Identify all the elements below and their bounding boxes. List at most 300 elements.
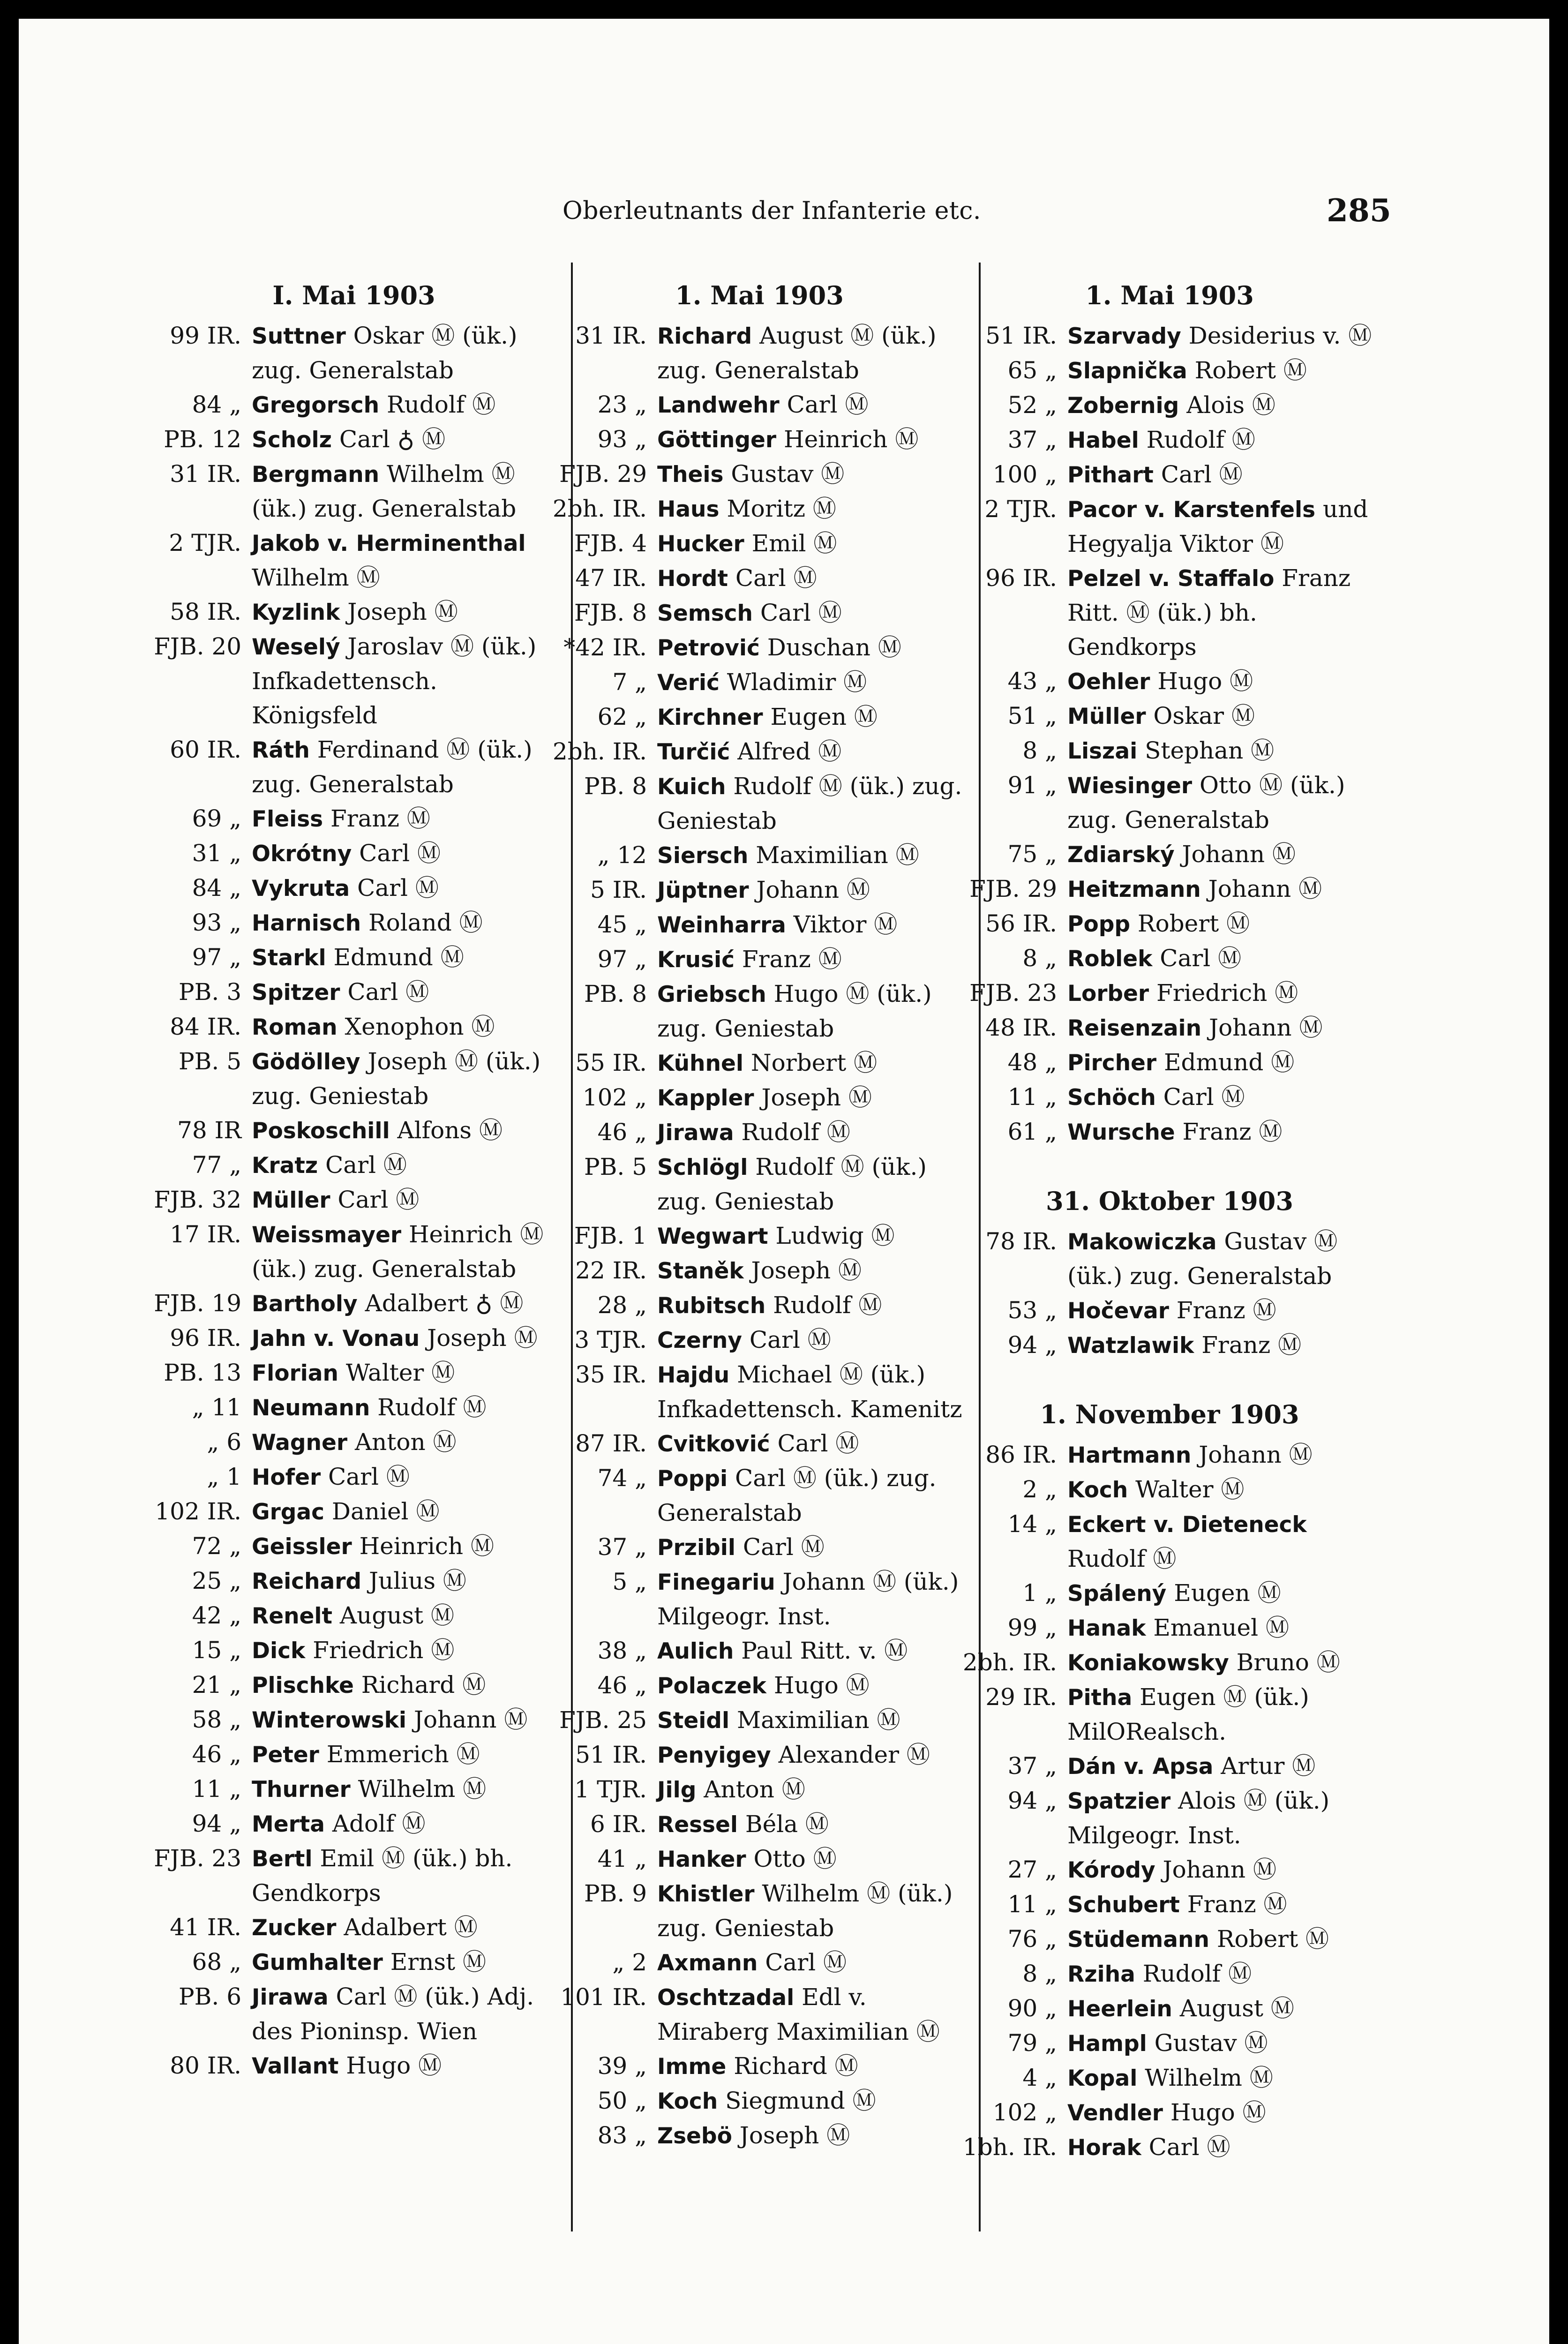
surname: Liszai — [1067, 738, 1138, 764]
entry-text — [1067, 1225, 1380, 1293]
entry-text — [657, 1668, 970, 1703]
given-name-and-notes: Emanuel Ⓜ — [1146, 1614, 1289, 1641]
given-name-and-notes: Johann Ⓜ (ük.) Milgeogr. Inst. — [657, 1568, 959, 1630]
entry-text — [252, 1564, 565, 1599]
unit-designation: 78 IR — [177, 1117, 241, 1144]
officer-entry — [959, 1957, 1380, 1991]
unit-designation: 15 „ — [192, 1637, 241, 1664]
entry-text — [657, 1946, 970, 1980]
unit-designation: 77 „ — [192, 1151, 241, 1179]
unit-designation: 94 „ — [192, 1810, 241, 1837]
officer-entry — [143, 1460, 565, 1495]
officer-entry — [548, 2084, 970, 2119]
entry-text — [252, 388, 565, 422]
officer-entry — [143, 1668, 565, 1703]
officer-entry — [548, 1427, 970, 1461]
given-name-and-notes: Wilhelm Ⓜ — [1137, 2064, 1273, 2091]
unit-designation: 99 IR. — [170, 322, 241, 349]
given-name-and-notes: und Hegyalja Viktor Ⓜ — [1067, 496, 1368, 557]
section-title: I. Mai 1903 — [272, 280, 435, 310]
given-name-and-notes: Carl Ⓜ — [340, 978, 429, 1006]
surname: Haus — [657, 496, 720, 522]
unit-designation: 14 „ — [1007, 1510, 1057, 1538]
entry-text — [1067, 907, 1380, 941]
unit-designation: 41 IR. — [170, 1914, 241, 1941]
officer-entry — [548, 977, 970, 1046]
entry-text — [1067, 1473, 1380, 1507]
officer-entry — [548, 596, 970, 631]
officer-entry — [959, 1645, 1380, 1680]
entry-text — [657, 1634, 970, 1668]
surname: Koch — [1067, 1477, 1128, 1503]
officer-entry — [548, 457, 970, 492]
officer-entry — [143, 595, 565, 630]
given-name-and-notes: Carl Ⓜ — [728, 564, 817, 592]
given-name-and-notes: Edmund Ⓜ — [1156, 1049, 1295, 1076]
unit-designation: 56 IR. — [985, 910, 1057, 937]
unit-designation: 25 „ — [192, 1567, 241, 1594]
given-name-and-notes: Johann Ⓜ — [406, 1706, 528, 1733]
surname: Zucker — [252, 1915, 337, 1941]
entry-text — [1067, 2061, 1380, 2096]
entry-text — [657, 1150, 970, 1219]
entry-text — [1067, 1438, 1380, 1473]
officer-entry — [548, 1150, 970, 1219]
officer-entry — [548, 1358, 970, 1427]
given-name-and-notes: Franz Ⓜ — [323, 805, 430, 832]
unit-designation: 93 „ — [597, 426, 647, 453]
given-name-and-notes: Xenophon Ⓜ — [337, 1013, 495, 1040]
entry-text — [1067, 768, 1380, 837]
entry-text — [657, 1773, 970, 1807]
officer-entry — [548, 908, 970, 942]
surname: Müller — [252, 1187, 330, 1213]
surname: Polaczek — [657, 1673, 766, 1699]
entry-text — [1067, 353, 1380, 388]
given-name-and-notes: Wilhelm Ⓜ (ük.) zug. Generalstab — [252, 460, 517, 522]
unit-designation: 1 TJR. — [574, 1776, 647, 1803]
unit-designation: 35 IR. — [575, 1361, 647, 1388]
officer-entry — [143, 733, 565, 802]
entry-text — [657, 1115, 970, 1150]
given-name-and-notes: Joseph Ⓜ — [420, 1324, 538, 1352]
surname: Jirawa — [252, 1984, 329, 2010]
unit-designation: FJB. 23 — [969, 979, 1057, 1007]
unit-designation: 31 IR. — [170, 460, 241, 488]
entry-text — [1067, 1507, 1380, 1576]
unit-designation: 94 „ — [1007, 1331, 1057, 1359]
unit-designation: 1 „ — [1022, 1579, 1057, 1607]
entry-text — [252, 871, 565, 906]
officer-entry — [959, 837, 1380, 872]
surname: Finegariu — [657, 1570, 775, 1595]
surname: Vendler — [1067, 2100, 1163, 2126]
officer-entry — [959, 1887, 1380, 1922]
unit-designation: 5 IR. — [590, 876, 647, 903]
unit-designation: 37 „ — [1007, 426, 1057, 453]
given-name-and-notes: Hugo Ⓜ (ük.) zug. Geniestab — [657, 980, 932, 1042]
entry-text — [252, 1425, 565, 1460]
given-name-and-notes: Moritz Ⓜ — [719, 495, 836, 522]
unit-designation: 11 „ — [1007, 1083, 1057, 1111]
entry-text — [657, 1427, 970, 1461]
officer-entry — [548, 388, 970, 422]
entry-text — [1067, 1749, 1380, 1784]
given-name-and-notes: Franz Ⓜ — [1169, 1297, 1276, 1324]
unit-designation: 86 IR. — [985, 1441, 1057, 1468]
surname: Imme — [657, 2054, 727, 2080]
entry-text — [252, 1529, 565, 1564]
entry-text — [657, 561, 970, 596]
given-name-and-notes: Eugen Ⓜ (ük.) MilORealsch. — [1067, 1683, 1309, 1745]
unit-designation: 47 IR. — [575, 564, 647, 592]
surname: Kyzlink — [252, 600, 340, 625]
unit-designation: 23 „ — [597, 391, 647, 418]
officer-entry — [143, 1564, 565, 1599]
given-name-and-notes: Eugen Ⓜ — [763, 703, 878, 730]
entry-text — [657, 631, 970, 665]
given-name-and-notes: Franz Ⓜ — [1175, 1118, 1283, 1145]
officer-entry — [143, 1737, 565, 1772]
officer-entry — [959, 1922, 1380, 1957]
surname: Steidl — [657, 1708, 730, 1734]
entry-text — [252, 975, 565, 1010]
unit-designation: 60 IR. — [170, 736, 241, 763]
surname: Bertl — [252, 1846, 313, 1872]
unit-designation: 97 „ — [192, 944, 241, 971]
given-name-and-notes: Ludwig Ⓜ — [768, 1222, 895, 1249]
given-name-and-notes: Emil Ⓜ — [744, 530, 837, 557]
entry-text — [657, 2119, 970, 2153]
unit-designation: 102 „ — [992, 2099, 1057, 2126]
given-name-and-notes: Carl Ⓜ — [1153, 461, 1243, 488]
officer-entry — [548, 1807, 970, 1842]
given-name-and-notes: Norbert Ⓜ — [743, 1049, 878, 1076]
officer-entry — [548, 1842, 970, 1877]
unit-designation: 8 „ — [1022, 945, 1057, 972]
officer-entry — [143, 1633, 565, 1668]
unit-designation: 61 „ — [1007, 1118, 1057, 1145]
given-name-and-notes: Gustav Ⓜ — [1147, 2029, 1268, 2057]
given-name-and-notes: Edl v. Miraberg Maximilian Ⓜ — [657, 1983, 940, 2045]
unit-designation: FJB. 8 — [574, 599, 647, 626]
officer-entry — [143, 1113, 565, 1148]
unit-designation: PB. 3 — [179, 978, 241, 1006]
entry-text — [657, 1530, 970, 1565]
surname: Koch — [657, 2089, 718, 2114]
entry-text — [252, 1183, 565, 1217]
surname: Penyigey — [657, 1743, 771, 1768]
unit-designation: PB. 5 — [584, 1153, 647, 1180]
unit-designation: 93 „ — [192, 909, 241, 936]
unit-designation: PB. 6 — [179, 1983, 241, 2010]
entry-text — [252, 595, 565, 630]
unit-designation: 51 „ — [1007, 702, 1057, 729]
given-name-and-notes: August Ⓜ — [332, 1602, 455, 1629]
entry-text — [252, 1495, 565, 1529]
surname: Gregorsch — [252, 392, 380, 418]
surname: Wagner — [252, 1430, 348, 1456]
entry-text — [657, 1807, 970, 1842]
officer-entry — [548, 665, 970, 700]
unit-designation: 22 IR. — [575, 1257, 647, 1284]
entry-text — [252, 802, 565, 836]
given-name-and-notes: Carl Ⓜ — [1152, 945, 1242, 972]
officer-entry — [548, 838, 970, 873]
officer-entry — [143, 1599, 565, 1633]
entry-text — [657, 769, 970, 838]
entry-text — [657, 1842, 970, 1877]
unit-designation: 6 IR. — [590, 1811, 647, 1838]
unit-designation: 45 „ — [597, 911, 647, 938]
unit-designation: 31 „ — [192, 840, 241, 867]
surname: Oschtzadal — [657, 1985, 795, 2011]
given-name-and-notes: Gustav Ⓜ (ük.) zug. Generalstab — [1067, 1228, 1338, 1290]
unit-designation: 90 „ — [1007, 1995, 1057, 2022]
given-name-and-notes: Adalbert ♁ Ⓜ — [357, 1290, 524, 1317]
entry-text — [657, 665, 970, 700]
officer-entry — [143, 319, 565, 388]
entry-text — [1067, 458, 1380, 492]
surname: Weinharra — [657, 912, 786, 938]
surname: Hordt — [657, 566, 728, 592]
entry-text — [1067, 561, 1380, 664]
officer-entry — [548, 561, 970, 596]
unit-designation: „ 6 — [207, 1428, 241, 1456]
unit-designation: 83 „ — [597, 2122, 647, 2149]
surname: Starkl — [252, 945, 326, 971]
given-name-and-notes: Friedrich Ⓜ — [1149, 979, 1298, 1007]
surname: Poppi — [657, 1466, 728, 1492]
entry-text — [252, 1945, 565, 1980]
given-name-and-notes: Franz Ⓜ — [1194, 1331, 1302, 1359]
unit-designation: 28 „ — [597, 1292, 647, 1319]
given-name-and-notes: Carl Ⓜ — [330, 1186, 420, 1213]
entry-text — [1067, 423, 1380, 458]
surname: Zdiarský — [1067, 842, 1175, 868]
entry-text — [1067, 1645, 1380, 1680]
officer-entry — [143, 1044, 565, 1113]
unit-designation: 2bh. IR. — [552, 738, 647, 765]
officer-entry — [548, 769, 970, 838]
unit-designation: 84 „ — [192, 874, 241, 902]
surname: Wursche — [1067, 1119, 1175, 1145]
surname: Pacor v. Karstenfels — [1067, 497, 1316, 523]
officer-entry — [959, 1011, 1380, 1045]
officer-entry — [959, 353, 1380, 388]
given-name-and-notes: Otto Ⓜ — [746, 1845, 837, 1872]
given-name-and-notes: Carl Ⓜ — [779, 391, 869, 418]
entry-text — [1067, 699, 1380, 734]
given-name-and-notes: Emil Ⓜ (ük.) bh. Gendkorps — [252, 1845, 513, 1907]
unit-designation: 96 IR. — [985, 564, 1057, 592]
officer-entry — [959, 907, 1380, 941]
entry-text — [657, 908, 970, 942]
entry-text — [252, 1668, 565, 1703]
entry-text — [252, 1841, 565, 1910]
entry-text — [657, 977, 970, 1046]
surname: Spatzier — [1067, 1788, 1171, 1814]
officer-entry — [548, 1668, 970, 1703]
surname: Vykruta — [252, 876, 350, 902]
surname: Pitha — [1067, 1685, 1133, 1711]
given-name-and-notes: Carl Ⓜ — [1141, 2134, 1230, 2161]
surname: Lorber — [1067, 981, 1149, 1007]
officer-entry — [959, 1749, 1380, 1784]
unit-designation: 79 „ — [1007, 2029, 1057, 2057]
given-name-and-notes: Siegmund Ⓜ — [718, 2087, 876, 2114]
given-name-and-notes: August Ⓜ — [1172, 1995, 1294, 2022]
unit-designation: PB. 13 — [164, 1359, 241, 1386]
surname: Geissler — [252, 1534, 352, 1560]
entry-text — [657, 1254, 970, 1288]
officer-entry — [143, 422, 565, 457]
surname: Jakob v. Herminenthal — [252, 531, 526, 556]
surname: Bergmann — [252, 462, 380, 488]
entry-text — [252, 1807, 565, 1841]
unit-designation: FJB. 20 — [154, 633, 241, 660]
surname: Reichard — [252, 1569, 362, 1594]
given-name-and-notes: Joseph Ⓜ — [340, 598, 458, 625]
given-name-and-notes: Michael Ⓜ (ük.) Infkadettensch. Kamenitz — [657, 1361, 962, 1423]
unit-designation: 42 „ — [192, 1602, 241, 1629]
surname: Czerny — [657, 1328, 743, 1353]
unit-designation: 80 IR. — [170, 2052, 241, 2079]
unit-designation: 52 „ — [1007, 391, 1057, 419]
surname: Rubitsch — [657, 1293, 766, 1319]
surname: Roman — [252, 1014, 338, 1040]
officer-entry — [959, 664, 1380, 699]
unit-designation: „ 12 — [597, 841, 647, 869]
given-name-and-notes: Johann Ⓜ — [1155, 1856, 1276, 1883]
entry-text — [657, 2084, 970, 2119]
surname: Neumann — [252, 1395, 370, 1421]
officer-entry — [143, 1703, 565, 1737]
officer-entry — [959, 423, 1380, 458]
officer-entry — [548, 422, 970, 457]
given-name-and-notes: Ernst Ⓜ — [383, 1948, 486, 1976]
section-title: 1. Mai 1903 — [675, 280, 844, 310]
officer-entry — [548, 1461, 970, 1530]
unit-designation: 2bh. IR. — [552, 495, 647, 522]
given-name-and-notes: Adalbert Ⓜ — [336, 1914, 478, 1941]
officer-entry — [548, 2049, 970, 2084]
given-name-and-notes: Johann Ⓜ — [1191, 1441, 1313, 1468]
entry-text — [1067, 1957, 1380, 1991]
entry-text — [1067, 2130, 1380, 2165]
officer-entry — [548, 1877, 970, 1946]
officer-entry — [548, 873, 970, 908]
officer-entry — [143, 457, 565, 526]
entry-text — [1067, 1922, 1380, 1957]
given-name-and-notes: Richard Ⓜ — [353, 1671, 486, 1698]
given-name-and-notes: Rudolf Ⓜ — [379, 391, 496, 418]
surname: Hočevar — [1067, 1298, 1169, 1324]
entry-text — [657, 942, 970, 977]
officer-entry — [548, 492, 970, 526]
unit-designation: 78 IR. — [985, 1228, 1057, 1255]
officer-entry — [143, 1286, 565, 1321]
officer-entry — [143, 1321, 565, 1356]
entry-text — [657, 1358, 970, 1427]
entry-text — [657, 2049, 970, 2084]
unit-designation: 3 TJR. — [574, 1326, 647, 1353]
unit-designation: 2bh. IR. — [962, 1649, 1057, 1676]
surname: Zobernig — [1067, 393, 1179, 419]
entry-text — [657, 1081, 970, 1115]
unit-designation: 62 „ — [597, 703, 647, 730]
entry-text — [1067, 1680, 1380, 1749]
surname: Hajdu — [657, 1362, 730, 1388]
unit-designation: 37 „ — [1007, 1752, 1057, 1780]
surname: Suttner — [252, 323, 346, 349]
entry-text — [252, 526, 565, 595]
surname: Kopal — [1067, 2066, 1138, 2091]
unit-designation: 65 „ — [1007, 357, 1057, 384]
officer-entry — [959, 1328, 1380, 1363]
given-name-and-notes: Joseph Ⓜ — [732, 2122, 850, 2149]
section-gap — [959, 1363, 1380, 1391]
given-name-and-notes: Roland Ⓜ — [361, 909, 483, 936]
officer-entry — [959, 1293, 1380, 1328]
given-name-and-notes: Alfred Ⓜ — [730, 738, 842, 765]
given-name-and-notes: Oskar Ⓜ — [1146, 702, 1255, 729]
officer-entry — [959, 1853, 1380, 1887]
given-name-and-notes: Bruno Ⓜ — [1229, 1649, 1340, 1676]
entry-text — [657, 319, 970, 388]
officer-entry — [548, 1081, 970, 1115]
surname: Roblek — [1067, 946, 1153, 972]
entry-text — [657, 596, 970, 631]
given-name-and-notes: Rudolf Ⓜ — [734, 1119, 850, 1146]
surname: Hofer — [252, 1465, 321, 1490]
surname: Schubert — [1067, 1892, 1180, 1918]
surname: Turčić — [657, 739, 730, 765]
unit-designation: 96 IR. — [170, 1324, 241, 1352]
surname: Thurner — [252, 1777, 351, 1803]
surname: Kühnel — [657, 1051, 743, 1076]
surname: Richard — [657, 323, 752, 349]
unit-designation: 58 IR. — [170, 598, 241, 625]
given-name-and-notes: Walter Ⓜ — [1128, 1476, 1245, 1503]
surname: Hartmann — [1067, 1442, 1192, 1468]
given-name-and-notes: Jaroslav Ⓜ (ük.) Infkadettensch. Königsfeld — [252, 633, 537, 729]
officer-entry — [548, 2119, 970, 2153]
unit-designation: 46 „ — [597, 1672, 647, 1699]
unit-designation: 102 IR. — [155, 1498, 241, 1525]
unit-designation: 68 „ — [192, 1948, 241, 1976]
officer-entry — [143, 1425, 565, 1460]
surname: Hanak — [1067, 1615, 1146, 1641]
officer-entry — [959, 458, 1380, 492]
officer-entry — [959, 1438, 1380, 1473]
given-name-and-notes: Carl Ⓜ — [1155, 1083, 1245, 1111]
entry-text — [252, 1286, 565, 1321]
given-name-and-notes: Rudolf Ⓜ — [1135, 1960, 1252, 1987]
given-name-and-notes: Anton Ⓜ — [696, 1776, 805, 1803]
entry-text — [1067, 1115, 1380, 1149]
unit-designation: 5 „ — [612, 1568, 647, 1595]
given-name-and-notes: Carl Ⓜ — [753, 599, 842, 626]
officer-entry — [143, 1807, 565, 1841]
surname: Rziha — [1067, 1961, 1135, 1987]
given-name-and-notes: Desiderius v. Ⓜ — [1181, 322, 1372, 349]
entry-text — [657, 1461, 970, 1530]
officer-entry — [959, 2096, 1380, 2130]
surname: Poskoschill — [252, 1118, 390, 1144]
entry-text — [1067, 1576, 1380, 1611]
surname: Gumhalter — [252, 1950, 383, 1976]
